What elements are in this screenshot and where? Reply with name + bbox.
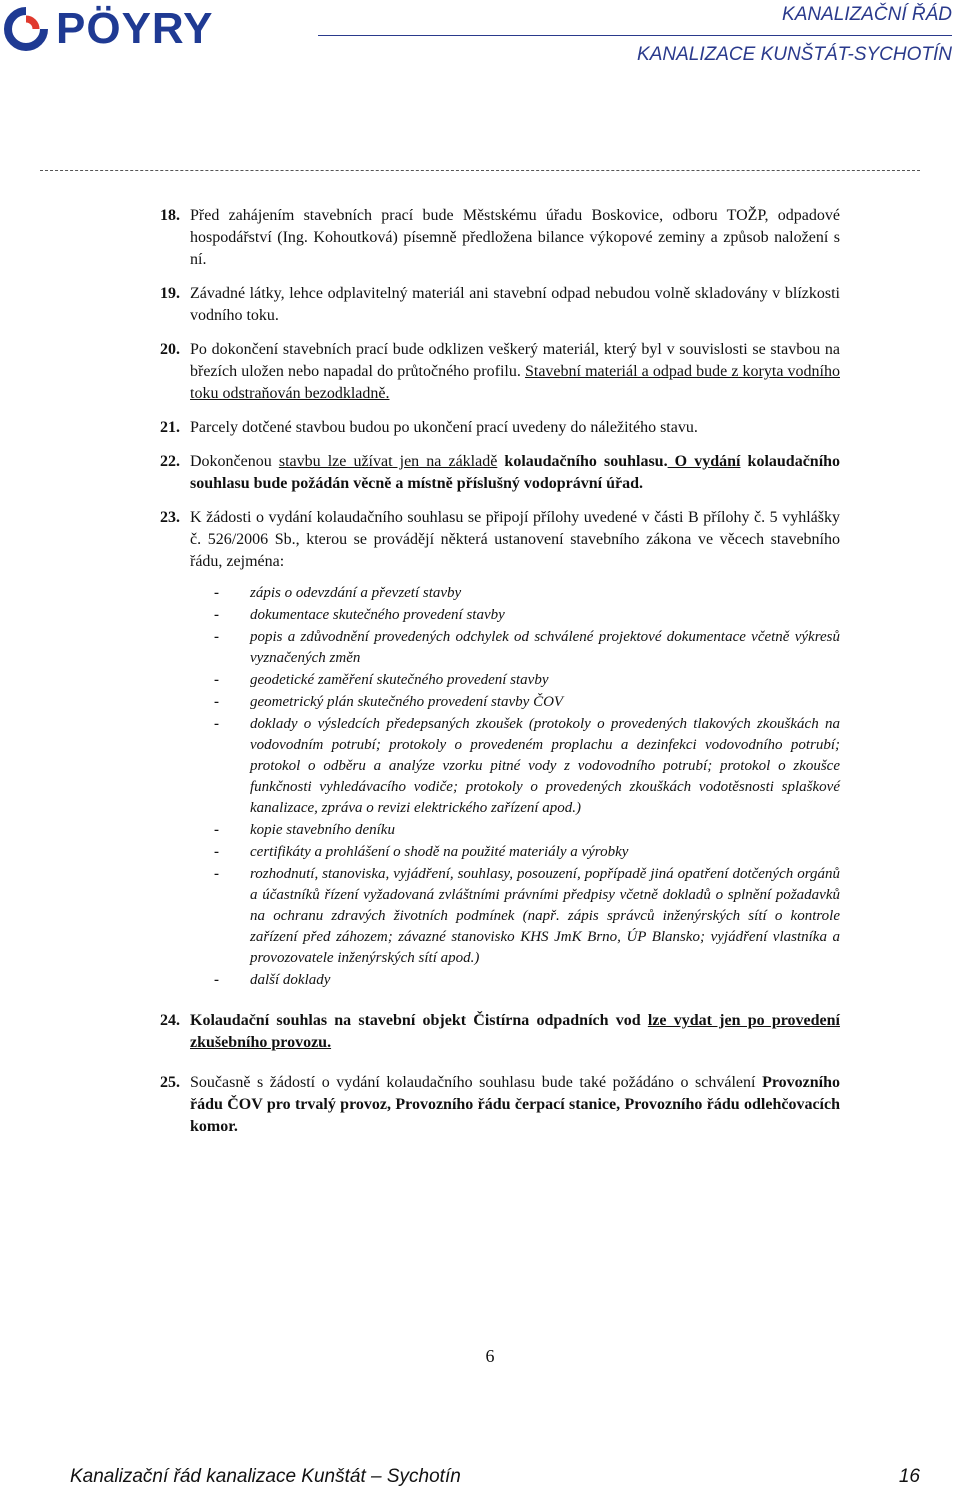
item-text-part: Současně s žádostí o vydání kolaudačního souhlasu bude také požádáno o schválení [190,1074,763,1091]
item-text-bold: Kolaudační souhlas na stavební objekt Čistírna odpadních vod [190,1012,648,1029]
item-text-underlined: Stavební materiál a odpad bude z koryta vodního toku odstraňován bezodkladně. [190,363,840,402]
item-text-part: K žádosti o vydání kolaudačního souhlasu se připojí přílohy uvedené v části B přílohy č. 5 vyhlášky č. 526/2006 Sb., kterou se provádějí některá ustanovení stavebního zákona ve věcech stavebního řádu, zejména: [190,509,840,570]
item-text-bold: Provozního řádu ČOV pro trvalý provoz, Provozního řádu čerpací stanice, Provozního řádu odlehčovacích komor. [190,1074,840,1135]
footer-page-number: 16 [898,1466,920,1487]
item-text: Závadné látky, lehce odplavitelný materiál ani stavební odpad nebudou volně skladovány v blízkosti vodního toku. [190,285,840,324]
item-text-bold: kolaudačního souhlasu. [497,453,668,470]
list-item [160,283,840,327]
header-title-line2: KANALIZACE KUNŠTÁT-SYCHOTÍN [637,44,952,65]
item-text: Parcely dotčené stavbou budou po ukončení prací uvedeny do náležitého stavu. [190,419,698,436]
item-number: 23. [160,509,180,526]
item-text-bold: kolaudačního souhlasu bude požádán věcně a místně příslušný vodoprávní úřad. [190,453,841,492]
item-text-part: Dokončenou [190,453,279,470]
list-item [160,1010,840,1054]
logo-text: PÖYRY [56,4,214,53]
document-list-item: - rozhodnutí, stanoviska, vyjádření, souhlasy, posouzení, popřípadě jiná opatření dotčených orgánů a účastníků řízení vyžadovaná zvláštními právními předpisy včetně dokladů o splnění požadavků na ochranu zdravých životních podmínek (např. zápis správců inženýrských sítí o kontrole zařízení před záhozem; závazné stanovisko KHS JmK Brno, ÚP Blansko; vyjádření vlastníka a provozovatele inženýrských sítí apod.) [214,866,840,966]
item-number: 21. [160,419,180,436]
document-list-item: - doklady o výsledcích předepsaných zkoušek (protokoly o provedených tlakových zkouškách na vodovodním potrubí; protokoly o provedeném proplachu a dezinfekci vodovodního potrubí; protokol o odběru a analýze vzorku pitné vody z vodovodního potrubí; protokol o zkoušce funkčnosti vyhledávacího vodiče; protokoly o provedených zkouškách vodotěsnosti splaškové kanalizace, zpráva o revizi elektrického zařízení apod.) [214,716,840,816]
item-number: 25. [160,1074,180,1091]
item-number: 24. [160,1012,180,1029]
list-item [160,205,840,271]
scan-divider [40,170,920,171]
list-item [160,451,840,495]
scanned-page-number: 6 [485,1346,495,1366]
item-text [190,1010,840,1054]
item-number: 20. [160,341,180,358]
header-divider [318,35,952,36]
list-item [160,1072,840,1138]
item-text [190,339,840,405]
company-logo [2,4,213,54]
document-list-item: - kopie stavebního deníku [214,822,395,838]
document-list-item: - dokumentace skutečného provedení stavby [214,607,505,623]
document-body [160,205,840,1150]
item-text: Před zahájením stavebních prací bude Městskému úřadu Boskovice, odboru TOŽP, odpadové hospodářství (Ing. Kohoutková) písemně předložena bilance výkopové zeminy a způsob naložení s ní. [190,207,840,268]
required-documents-list [190,583,840,991]
list-item [160,417,840,439]
document-list-item: - geometrický plán skutečného provedení stavby ČOV [214,694,564,710]
item-text [190,1072,840,1138]
item-text-bold-underlined: lze vydat jen po provedení zkušebního provozu. [190,1012,840,1051]
footer-title: Kanalizační řád kanalizace Kunštát – Sychotín [70,1466,461,1487]
header-title-line1: KANALIZAČNÍ ŘÁD [782,4,952,25]
list-item [160,339,840,405]
item-number: 22. [160,453,180,470]
item-text-part: Po dokončení stavebních prací bude odklizen veškerý materiál, který byl v souvislosti se stavbou na březích uložen nebo napadal do průtočného profilu. [190,341,840,380]
item-text [190,507,840,992]
list-item [160,507,840,992]
item-number: 18. [160,207,180,224]
item-text [190,451,840,495]
item-text-underlined: stavbu lze užívat jen na základě [278,453,498,470]
document-list-item: - další doklady [214,972,331,988]
document-list-item: - popis a zdůvodnění provedených odchylek od schválené projektové dokumentace včetně výkresů vyznačených změn [214,629,840,666]
item-text-bold-underlined: O vydání [667,453,741,470]
document-list-item: - geodetické zaměření skutečného provedení stavby [214,672,549,688]
poyry-swirl-icon [2,5,50,53]
document-list-item: - zápis o odevzdání a převzetí stavby [214,585,462,601]
item-number: 19. [160,285,180,302]
document-list-item: - certifikáty a prohlášení o shodě na použité materiály a výrobky [214,844,629,860]
